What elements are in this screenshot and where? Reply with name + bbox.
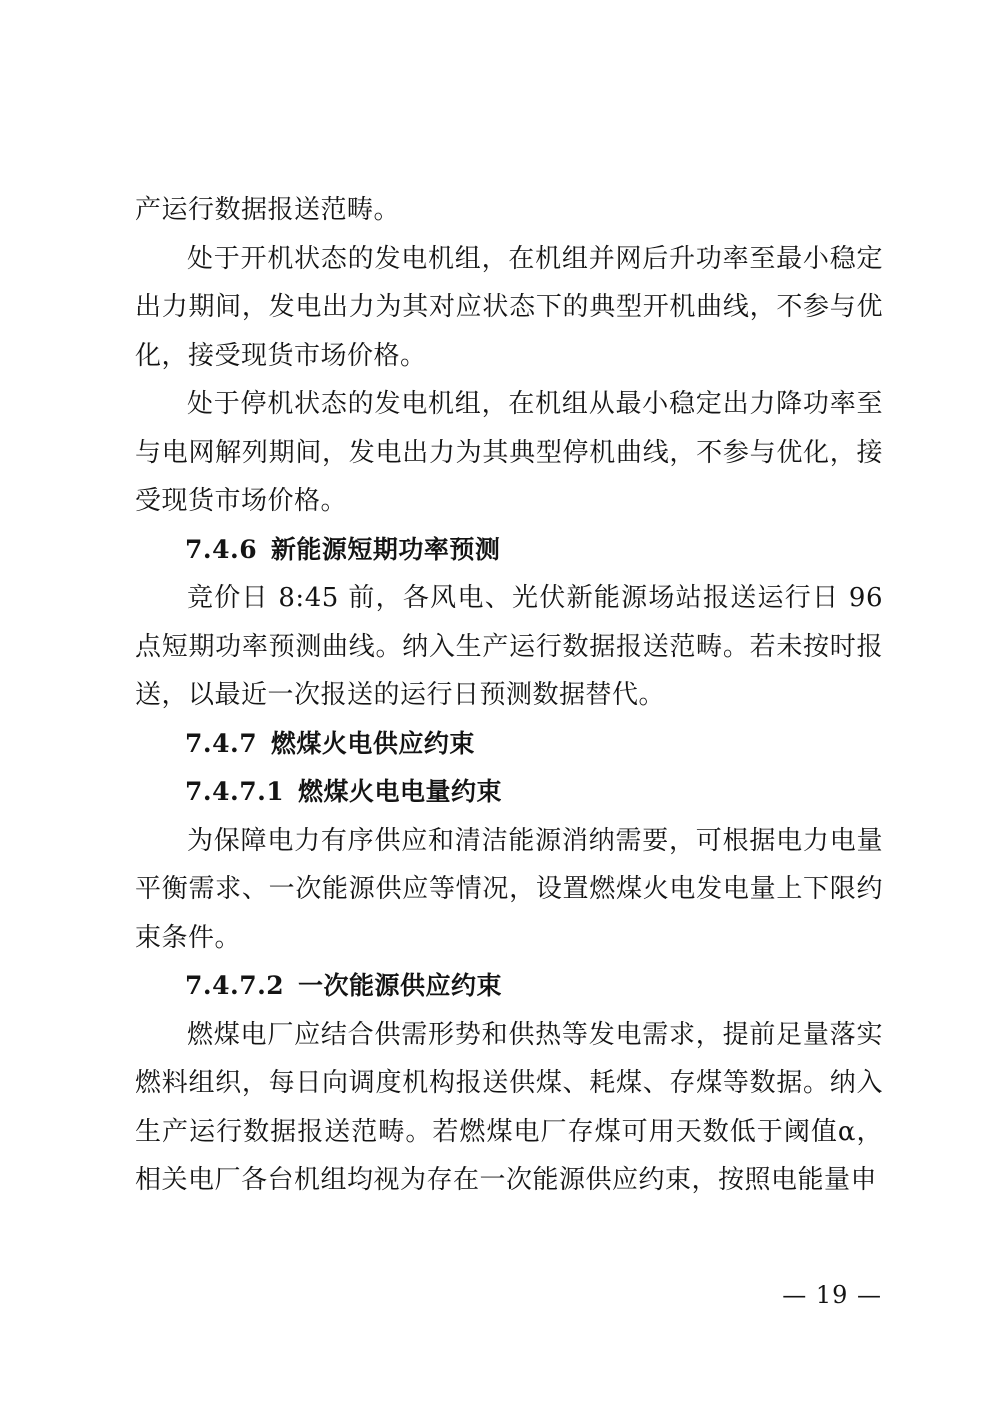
section-heading <box>135 768 883 817</box>
section-number: 7.4.7 <box>185 728 258 758</box>
paragraph: 燃煤电厂应结合供需形势和供热等发电需求，提前足量落实燃料组织，每日向调度机构报送供煤、耗煤、存煤等数据。纳入生产运行数据报送范畴。若燃煤电厂存煤可用天数低于阈值α，相关电厂各台机组均视为存在一次能源供应约束，按照电能量申 <box>135 1019 883 1195</box>
section-title: 燃煤火电电量约束 <box>297 777 502 806</box>
paragraph: 竞价日 8:45 前，各风电、光伏新能源场站报送运行日 96 点短期功率预测曲线。纳入生产运行数据报送范畴。若未按时报送，以最近一次报送的运行日预测数据替代。 <box>135 583 883 710</box>
paragraph: 为保障电力有序供应和清洁能源消纳需要，可根据电力电量平衡需求、一次能源供应等情况，设置燃煤火电发电量上下限约束条件。 <box>135 825 883 953</box>
section-title: 燃煤火电供应约束 <box>270 728 475 758</box>
section-title: 一次能源供应约束 <box>297 971 502 1000</box>
section-heading <box>135 962 883 1011</box>
section-heading <box>135 720 883 769</box>
paragraph: 处于开机状态的发电机组，在机组并网后升功率至最小稳定出力期间，发电出力为其对应状态下的典型开机曲线，不参与优化，接受现货市场价格。 <box>135 243 883 371</box>
section-number: 7.4.6 <box>185 534 258 564</box>
paragraph: 处于停机状态的发电机组，在机组从最小稳定出力降功率至与电网解列期间，发电出力为其典型停机曲线，不参与优化，接受现货市场价格。 <box>135 389 883 516</box>
section-title: 新能源短期功率预测 <box>270 534 501 564</box>
section-number: 7.4.7.1 <box>185 777 285 806</box>
paragraph: 产运行数据报送范畴。 <box>135 195 401 225</box>
document-body <box>135 186 883 1205</box>
page-number: — 19 — <box>782 1281 882 1309</box>
section-heading <box>135 526 883 575</box>
section-number: 7.4.7.2 <box>185 971 285 1000</box>
